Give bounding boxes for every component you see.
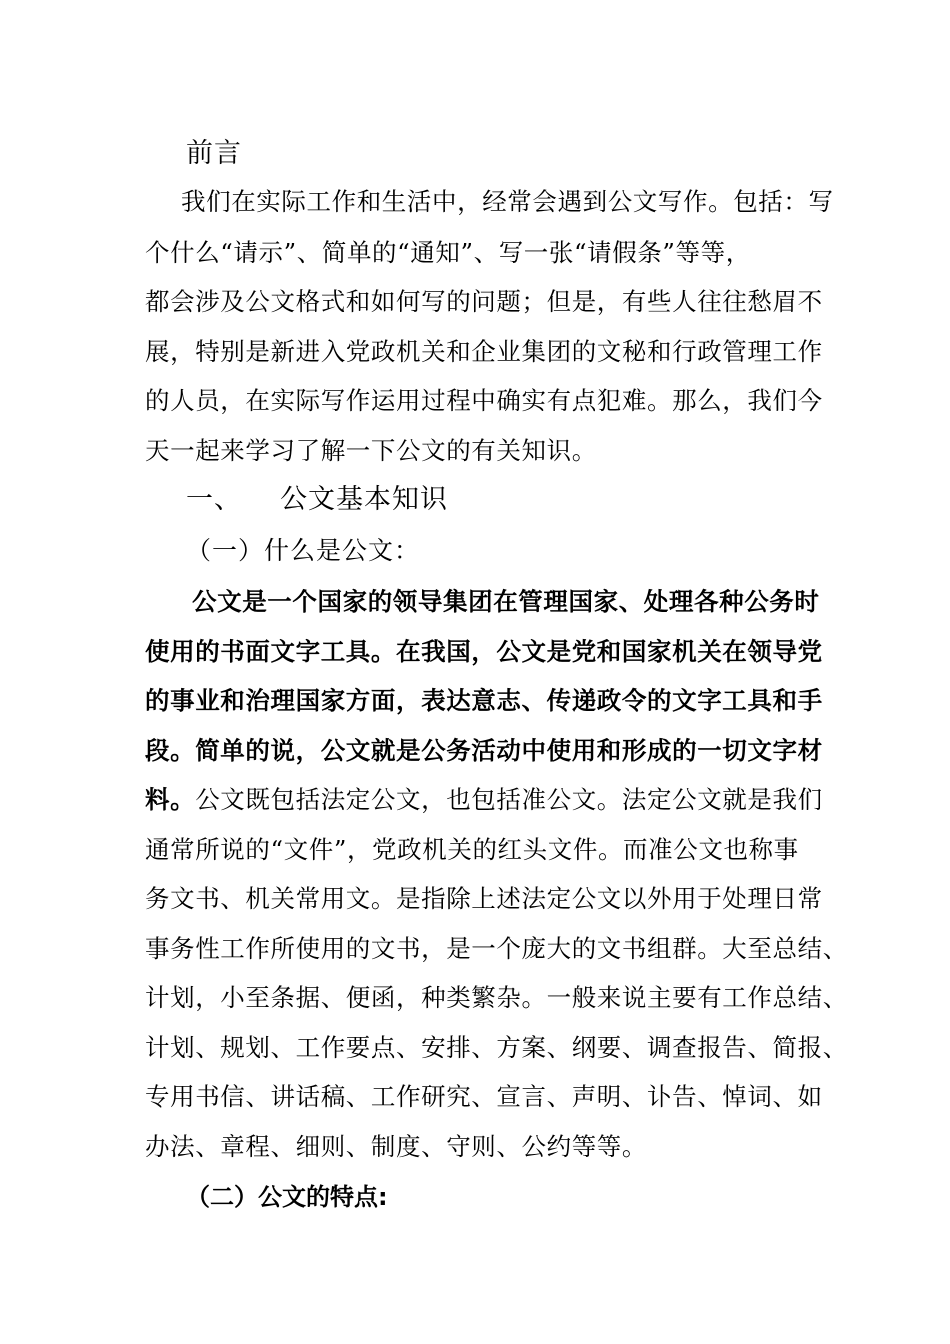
section-one-number: 一、 [186, 484, 242, 515]
definition-mixed-bold: 料。 [145, 785, 196, 814]
subsection-two-heading: （二）公文的特点: [186, 1183, 388, 1211]
definition-line-6: 专用书信、讲话稿、工作研究、宣言、声明、讣告、悼词、如 [145, 1082, 823, 1111]
foreword-line-2: 个什么“请示”、简单的“通知”、写一张“请假条”等等， [145, 238, 751, 267]
foreword-line-3: 都会涉及公文格式和如何写的问题；但是，有些人往往愁眉不 [145, 287, 823, 316]
foreword-line-6: 天一起来学习了解一下公文的有关知识。 [145, 436, 597, 465]
foreword-line-5: 的人员，在实际写作运用过程中确实有点犯难。那么，我们今 [145, 386, 823, 415]
foreword-heading: 前言 [186, 138, 242, 169]
definition-line-5: 计划、规划、工作要点、安排、方案、纲要、调查报告、简报、 [145, 1033, 848, 1062]
foreword-line-1: 我们在实际工作和生活中，经常会遇到公文写作。包括：写 [181, 187, 834, 216]
definition-line-7: 办法、章程、细则、制度、守则、公约等等。 [145, 1132, 647, 1161]
definition-bold-line-3: 的事业和治理国家方面，表达意志、传递政令的文字工具和手 [145, 686, 823, 715]
section-one-title: 公文基本知识 [280, 484, 448, 515]
foreword-line-4: 展，特别是新进入党政机关和企业集团的文秘和行政管理工作 [145, 337, 823, 366]
subsection-one-heading: （一）什么是公文： [186, 536, 421, 565]
definition-line-2: 务文书、机关常用文。是指除上述法定公文以外用于处理日常 [145, 884, 823, 913]
definition-bold-line-2: 使用的书面文字工具。在我国，公文是党和国家机关在领导党 [145, 637, 823, 666]
definition-mixed-rest: 公文既包括法定公文，也包括准公文。法定公文就是我们 [195, 785, 823, 814]
definition-bold-line-4: 段。简单的说，公文就是公务活动中使用和形成的一切文字材 [145, 736, 823, 765]
definition-line-3: 事务性工作所使用的文书，是一个庞大的文书组群。大至总结、 [145, 934, 848, 963]
definition-line-1: 通常所说的“文件”，党政机关的红头文件。而准公文也称事 [145, 835, 799, 864]
definition-mixed-line [145, 784, 823, 816]
definition-line-4: 计划，小至条据、便函，种类繁杂。一般来说主要有工作总结、 [145, 983, 848, 1012]
definition-bold-line-1: 公文是一个国家的领导集团在管理国家、处理各种公务时 [192, 587, 820, 616]
